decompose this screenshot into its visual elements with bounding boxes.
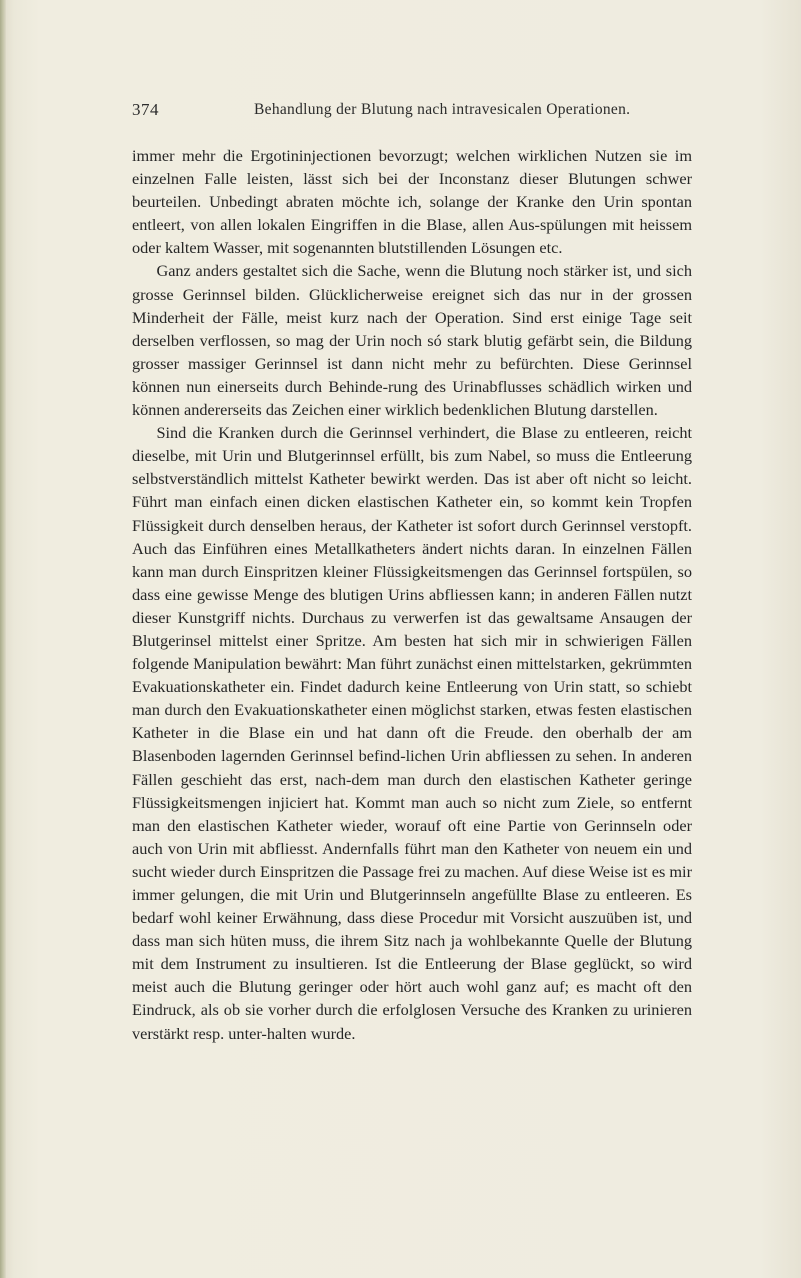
paragraph-clots: Ganz anders gestaltet sich die Sache, wenn die Blutung noch stärker ist, und sich grosse Gerinnsel bilden. Glücklicherweise ereignet sich das nur in der grossen Minderheit der Fälle, meist kurz nach der Operation. Sind erst einige Tage seit derselben verflossen, so mag der Urin noch só stark blutig gefärbt sein, die Bildung grosser massiger Gerinnsel ist dann nicht mehr zu befürchten. Diese Gerinnsel können nun einerseits durch Behinde-rung des Urinabflusses schädlich wirken und können andererseits das Zeichen einer wirklich bedenklichen Blutung darstellen.: [132, 261, 692, 420]
paragraph-continued: immer mehr die Ergotininjectionen bevorzugt; welchen wirklichen Nutzen sie im einzelnen Falle leisten, lässt sich bei der Inconstanz dieser Blutungen schwer beurteilen. Unbedingt abraten möchte ich, solange der Kranke den Urin spontan entleert, von allen lokalen Eingriffen in die Blase, allen Aus-spülungen mit heissem oder kaltem Wasser, mit sogenannten blutstillenden Lösungen etc.: [132, 146, 692, 258]
running-title: Behandlung der Blutung nach intravesicalen Operationen.: [254, 101, 631, 118]
paragraph-catheter: Sind die Kranken durch die Gerinnsel verhindert, die Blase zu entleeren, reicht dieselbe, mit Urin und Blutgerinnsel erfüllt, bis zum Nabel, so muss die Entleerung selbstverständlich mittelst Katheter bewirkt werden. Das ist aber oft nicht so leicht. Führt man einfach einen dicken elastischen Katheter ein, so kommt kein Tropfen Flüssigkeit durch denselben heraus, der Katheter ist sofort durch Gerinnsel verstopft. Auch das Einführen eines Metallkatheters ändert nichts daran. In einzelnen Fällen kann man durch Einspritzen kleiner Flüssigkeitsmengen das Gerinnsel fortspülen, so dass eine gewisse Menge des blutigen Urins abfliessen kann; in anderen Fällen nutzt dieser Kunstgriff nichts. Durchaus zu verwerfen ist das gewaltsame Ansaugen der Blutgerinsel mittelst einer Spritze. Am besten hat sich mir in schwierigen Fällen folgende Manipulation bewährt: Man führt zunächst einen mittelstarken, gekrümmten Evakuationskatheter ein. Findet dadurch keine Entleerung von Urin statt, so schiebt man durch den Evakuationskatheter einen möglichst starken, etwas festen elastischen Katheter in die Blase ein und hat dann oft die Freude. den oberhalb der am Blasenboden lagernden Gerinnsel befind-lichen Urin abfliessen zu sehen. In anderen Fällen geschieht das erst, nach-dem man durch den elastischen Katheter geringe Flüssigkeitsmengen injiciert hat. Kommt man auch so nicht zum Ziele, so entfernt man den elastischen Katheter wieder, worauf oft eine Partie von Gerinnseln oder auch von Urin mit abfliesst. Andernfalls führt man den Katheter von neuem ein und sucht wieder durch Einspritzen die Passage frei zu machen. Auf diese Weise ist es mir immer gelungen, die mit Urin und Blutgerinnseln angefüllte Blase zu entleeren. Es bedarf wohl keiner Erwähnung, dass diese Procedur mit Vorsicht auszuüben ist, und dass man sich hüten muss, die ihrem Sitz nach ja wohlbekannte Quelle der Blutung mit dem Instrument zu insultieren. Ist die Entleerung der Blase geglückt, so wird meist auch die Blutung geringer oder hört auch wohl ganz auf; es macht oft den Eindruck, als ob sie vorher durch die erfolglosen Versuche des Kranken zu urinieren verstärkt resp. unter-halten wurde.: [132, 423, 692, 1043]
page-number: 374: [132, 100, 159, 119]
page-binding-edge: [0, 0, 6, 1278]
page-header: [132, 100, 692, 124]
body-text: [132, 144, 692, 1045]
